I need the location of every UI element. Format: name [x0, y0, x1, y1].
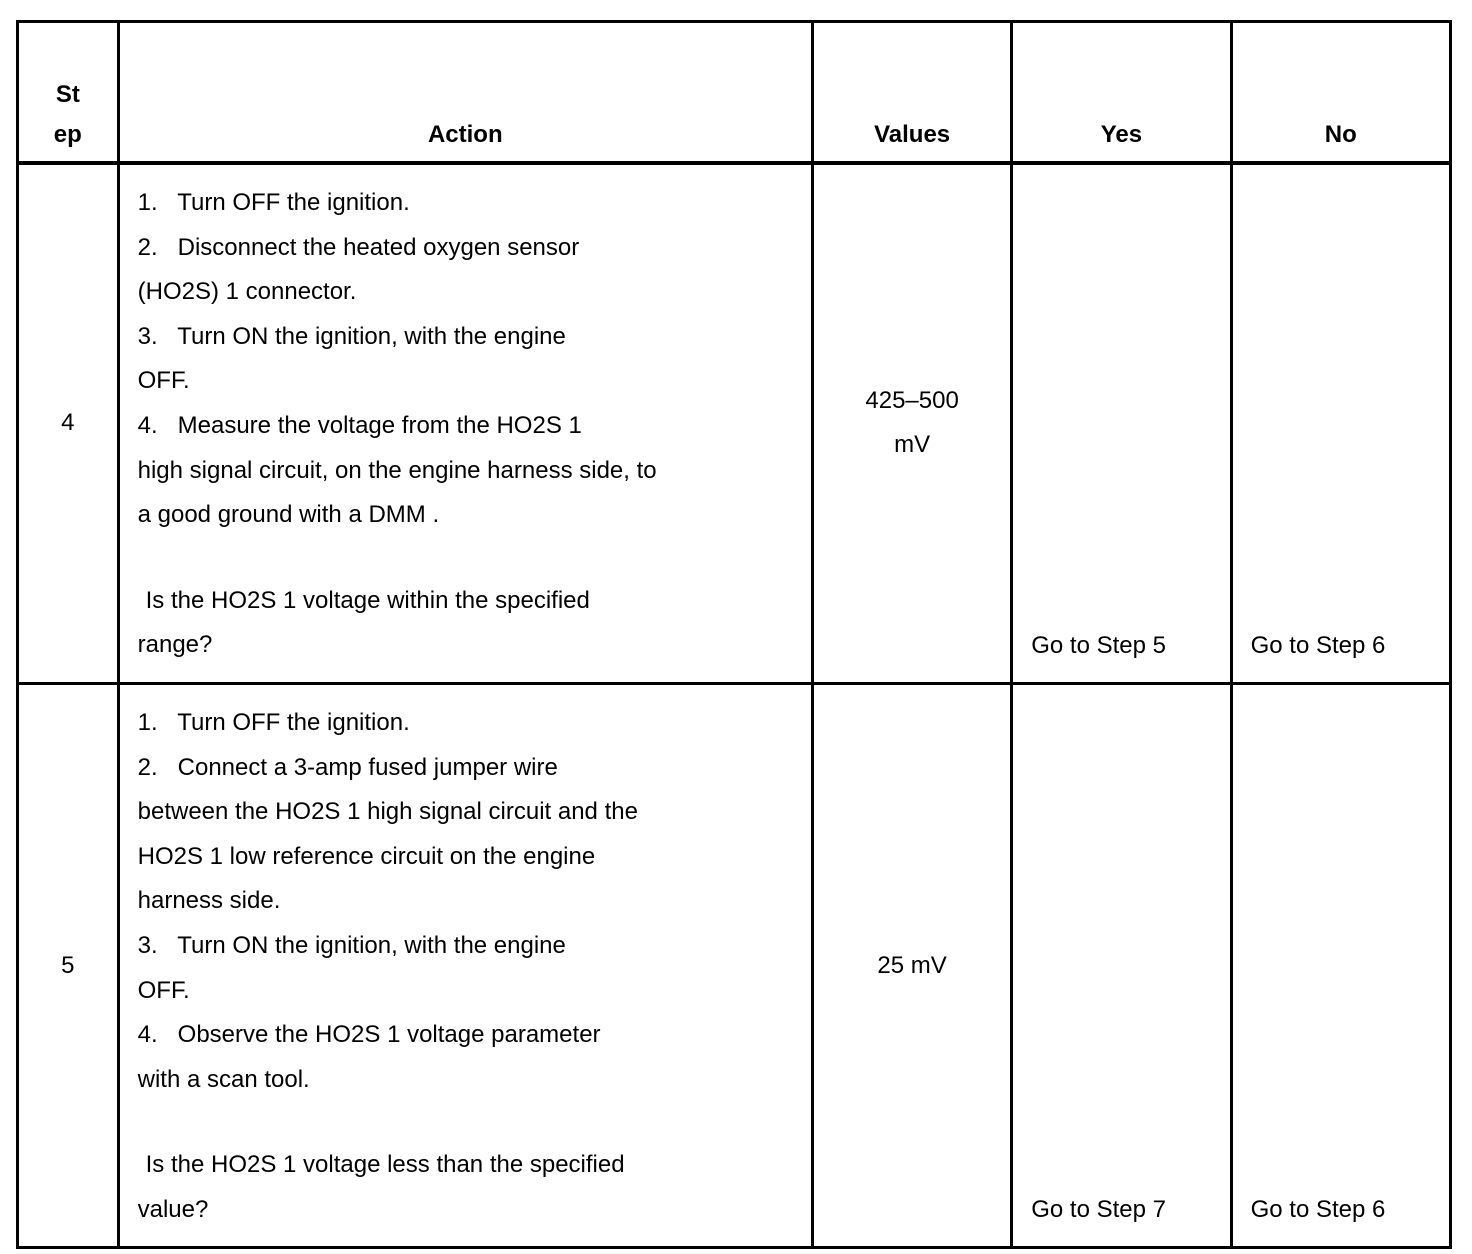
question-line: Is the HO2S 1 voltage within the specified	[145, 586, 590, 614]
question-line: range?	[137, 631, 213, 659]
header-step-line1: St	[55, 81, 80, 108]
action-line: harness side.	[137, 887, 281, 915]
table-row-step-5	[18, 683, 1451, 1248]
question-line: value?	[137, 1195, 209, 1223]
action-cell	[118, 163, 812, 683]
yes-result: Go to Step 5	[1012, 163, 1231, 683]
yes-result: Go to Step 7	[1012, 683, 1231, 1248]
action-spacer	[138, 538, 797, 579]
action-line: 2. Disconnect the heated oxygen sensor	[137, 233, 580, 261]
header-yes: Yes	[1012, 22, 1231, 164]
action-line: with a scan tool.	[137, 1065, 310, 1093]
header-step	[18, 22, 119, 164]
diagnostic-table	[16, 20, 1452, 1249]
table-body	[18, 163, 1451, 1248]
action-line: between the HO2S 1 high signal circuit and the	[137, 798, 638, 826]
header-no: No	[1231, 22, 1450, 164]
values-cell	[812, 683, 1011, 1248]
action-line: 4. Measure the voltage from the HO2S 1	[137, 411, 582, 439]
header-row	[18, 22, 1451, 164]
no-result: Go to Step 6	[1231, 683, 1450, 1248]
table-row-step-4	[18, 163, 1451, 683]
header-step-line2: ep	[53, 121, 82, 148]
action-line: 1. Turn OFF the ignition.	[137, 708, 410, 736]
no-result: Go to Step 6	[1231, 163, 1450, 683]
action-line: 2. Connect a 3-amp fused jumper wire	[137, 753, 558, 781]
action-spacer	[138, 1102, 797, 1143]
action-line: 4. Observe the HO2S 1 voltage parameter	[137, 1021, 601, 1049]
values-line: 425–500	[865, 387, 959, 415]
action-line: (HO2S) 1 connector.	[137, 278, 357, 306]
action-line: a good ground with a DMM .	[137, 501, 440, 529]
table-header	[18, 22, 1451, 164]
action-line: 3. Turn ON the ignition, with the engine	[137, 931, 566, 959]
header-action: Action	[118, 22, 812, 164]
action-line: 1. Turn OFF the ignition.	[137, 189, 410, 216]
question-line: Is the HO2S 1 voltage less than the specified	[145, 1151, 625, 1179]
values-line: mV	[894, 431, 931, 459]
values-line: 25 mV	[877, 951, 947, 979]
header-values: Values	[812, 22, 1011, 164]
action-line: 3. Turn ON the ignition, with the engine	[137, 322, 566, 350]
step-number: 5	[18, 683, 119, 1248]
action-cell	[118, 683, 812, 1248]
action-line: high signal circuit, on the engine harness side, to	[137, 456, 657, 484]
action-line: OFF.	[137, 367, 190, 395]
values-cell	[812, 163, 1011, 683]
step-number: 4	[18, 163, 119, 683]
action-line: OFF.	[137, 976, 190, 1004]
action-line: HO2S 1 low reference circuit on the engine	[137, 842, 596, 870]
